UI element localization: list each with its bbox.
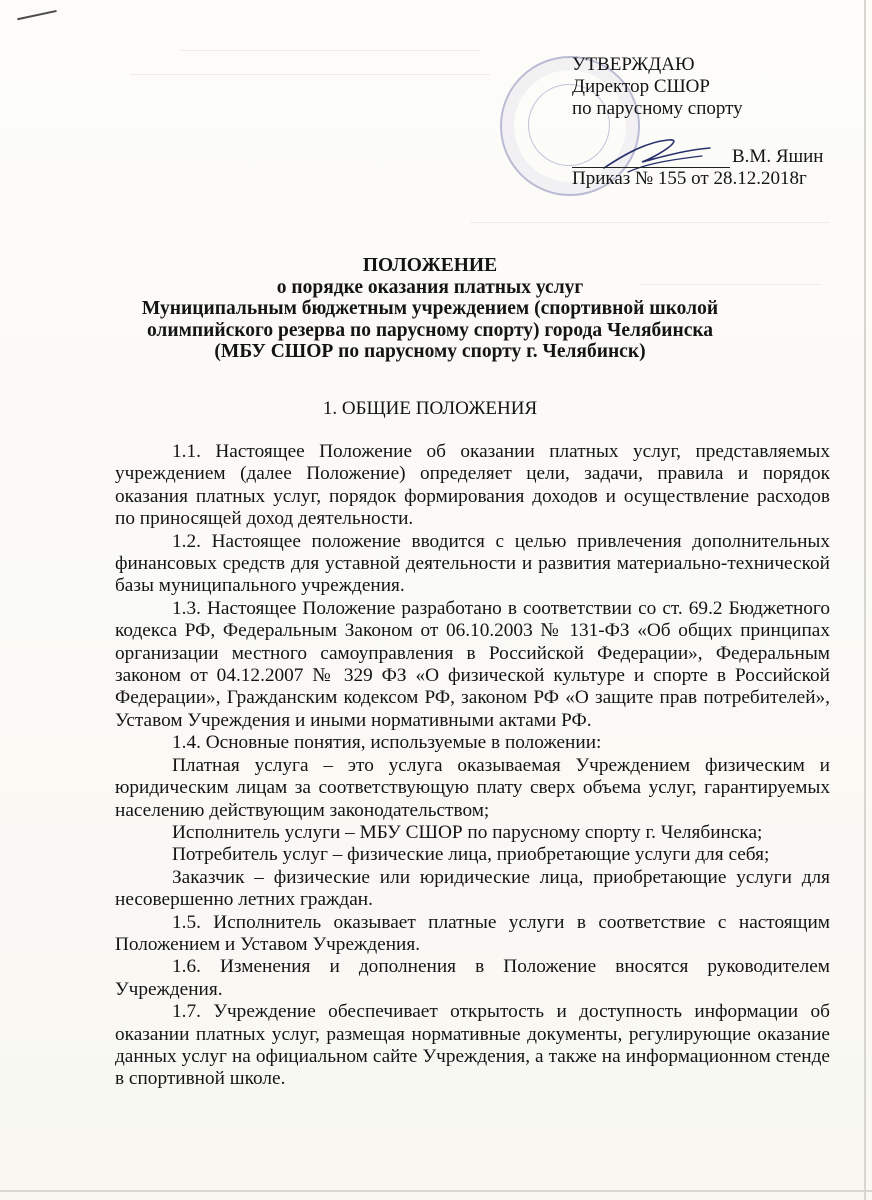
signatory-name: В.М. Яшин	[732, 146, 824, 167]
title-line: олимпийского резерва по парусному спорту) города Челябинска	[146, 319, 714, 341]
order-reference: Приказ № 155 от 28.12.2018г	[572, 168, 807, 189]
title-line: (МБУ СШОР по парусному спорту г. Челябинск)	[214, 341, 646, 362]
title-line: о порядке оказания платных услуг	[276, 276, 584, 298]
scan-mark	[17, 10, 59, 30]
paragraph: Платная услуга – это услуга оказываемая Учреждением физическим и юридическим лицам за соответствующую плату сверх объема услуг, гарантируемых населению действующим законодательством;	[115, 754, 830, 821]
section-heading: 1. ОБЩИЕ ПОЛОЖЕНИЯ	[322, 398, 538, 419]
title-line: Муниципальным бюджетным учреждением (спортивной школой	[141, 298, 719, 319]
document-title	[140, 255, 720, 363]
paragraph: Заказчик – физические или юридические лица, приобретающие услуги для несовершенно летних граждан.	[115, 866, 830, 911]
paragraph: 1.4. Основные понятия, используемые в положении:	[172, 732, 602, 754]
page-edge-right	[864, 0, 866, 1200]
paragraph: 1.6. Изменения и дополнения в Положение вносятся руководителем Учреждения.	[115, 956, 830, 1000]
section-body	[115, 441, 830, 1091]
approval-block	[572, 54, 852, 190]
signature-line	[572, 149, 730, 168]
bleed-through	[470, 208, 830, 223]
signature-row	[572, 146, 852, 168]
bleed-through	[180, 36, 480, 51]
paragraph: Исполнитель услуги – МБУ СШОР по парусному спорту г. Челябинска;	[172, 821, 763, 843]
approval-position-line2: по парусному спорту	[572, 98, 743, 119]
paragraph: 1.5. Исполнитель оказывает платные услуги в соответствие с настоящим Положением и Уставом Учреждения.	[115, 911, 830, 955]
title-line: ПОЛОЖЕНИЕ	[362, 255, 498, 276]
paragraph: 1.1. Настоящее Положение об оказании платных услуг, представляемых учреждением (далее Положение) определяет цели, задачи, правила и порядок оказания платных услуг, порядок формирования доходов и осуществление расходов по приносящей доход деятельности.	[115, 441, 830, 530]
paragraph: 1.2. Настоящее положение вводится с целью привлечения дополнительных финансовых средств для уставной деятельности и развития материально-технической базы муниципального учреждения.	[115, 530, 830, 597]
paragraph: Потребитель услуг – физические лица, приобретающие услуги для себя;	[172, 844, 770, 866]
approval-heading: УТВЕРЖДАЮ	[572, 54, 695, 75]
bleed-through	[130, 60, 490, 75]
paragraph: 1.3. Настоящее Положение разработано в соответствии со ст. 69.2 Бюджетного кодекса РФ, Федеральным Законом от 06.10.2003 № 131-ФЗ «Об общих принципах организации местного самоуправления в Российской Федерации», Федеральным законом от 04.12.2007 № 329 ФЗ «О физической культуре и спорте в Российской Федерации», Гражданским кодексом РФ, законом РФ «О защите прав потребителей», Уставом Учреждения и иными нормативными актами РФ.	[115, 597, 830, 731]
paragraph: 1.7. Учреждение обеспечивает открытость и доступность информации об оказании платных услуг, размещая нормативные документы, регулирующие оказание данных услуг на официальном сайте Учреждения, а также на информационном стенде в спортивной школе.	[115, 1001, 830, 1090]
approval-position: Директор СШОР	[572, 76, 710, 97]
page-edge-bottom	[0, 1190, 872, 1192]
